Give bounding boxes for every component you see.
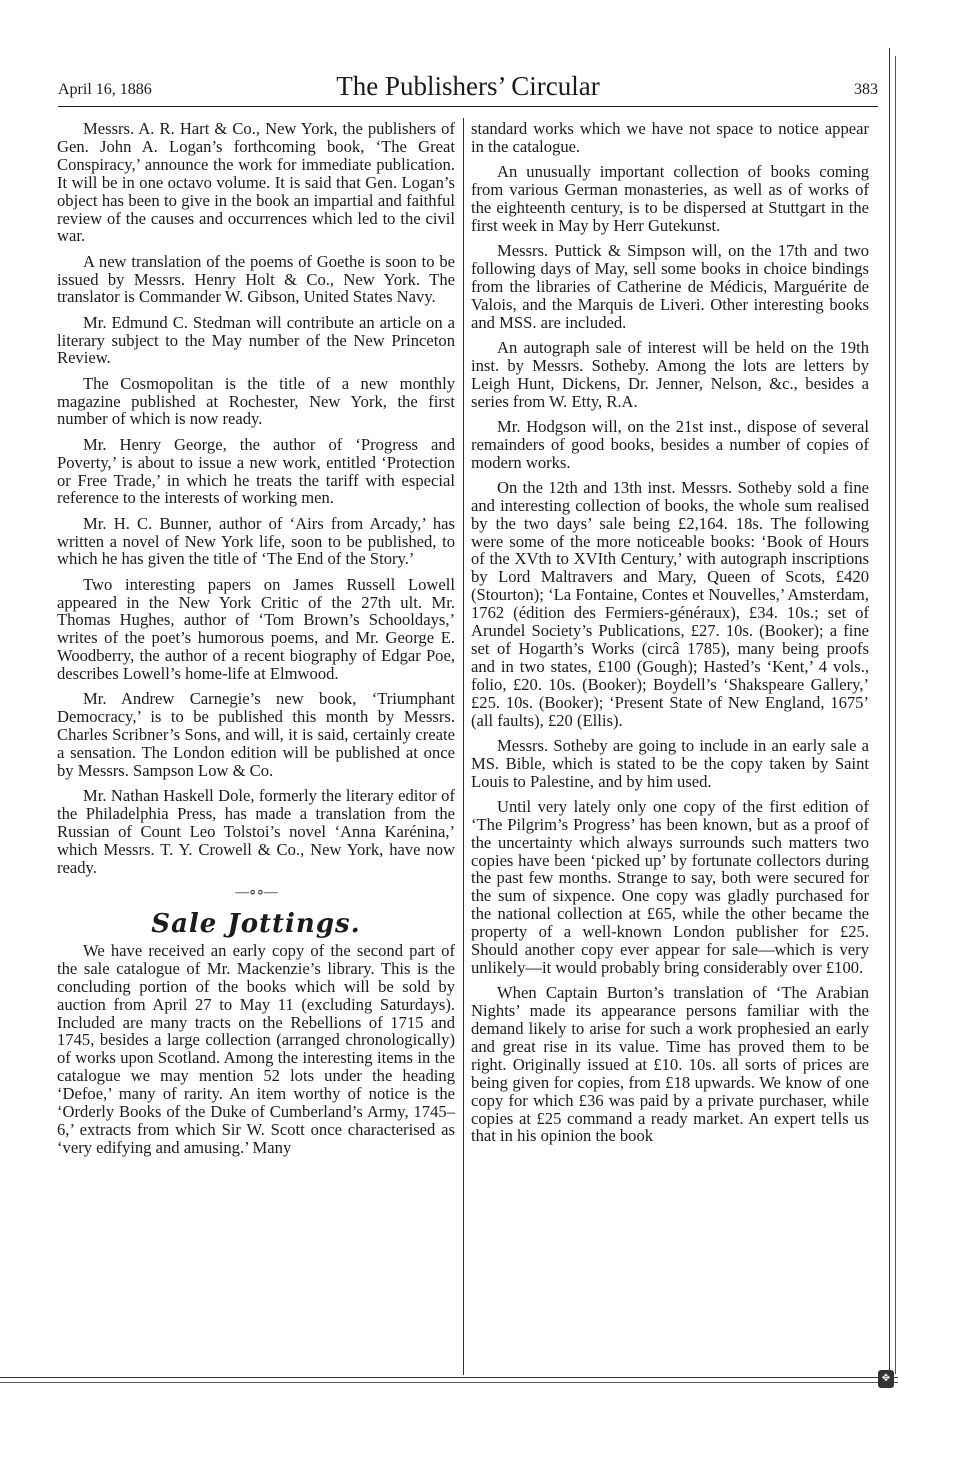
footer-rule	[0, 1377, 898, 1378]
article-paragraph: Mr. Andrew Carnegie’s new book, ‘Triumphant Democracy,’ is to be published this month by Messrs. Charles Scribner’s Sons, and will, it is said, certainly create a sensation. The London edition will be published at once by Messrs. Sampson Low & Co.	[57, 689, 455, 780]
article-paragraph: Two interesting papers on James Russell Lowell appeared in the New York Critic of the 27th ult. Mr. Thomas Hughes, author of ‘Tom Brown’s Schooldays,’ writes of the poet’s humorous poems, and Mr. George E. Woodberry, the author of a recent biography of Edgar Poe, describes Lowell’s home-life at Elmwood.	[57, 574, 455, 684]
section-heading: Sale Jottings.	[151, 908, 361, 939]
publication-title: The Publishers’ Circular	[336, 71, 600, 101]
article-paragraph: Mr. Edmund C. Stedman will contribute an article on a literary subject to the May number of the New Princeton Review.	[57, 312, 455, 368]
left-column	[57, 120, 455, 1157]
footer-rule-inner	[0, 1382, 898, 1383]
section-divider-ornament: —∘∘—	[235, 885, 277, 901]
article-paragraph: We have received an early copy of the second part of the sale catalogue of Mr. Mackenzie’s library. This is the concluding portion of the books which will be sold by auction from April 27 to May 11 (excluding Saturdays). Included are many tracts on the Rebellions of 1715 and 1745, besides a large collection (arranged chronologically) of works upon Scotland. Among the interesting items in the catalogue we may mention 52 lots under the heading ‘Defoe,’ many of rarity. An item worthy of notice is the ‘Orderly Books of the Duke of Cumberland’s Army, 1745–6,’ extracts from which Sir W. Scott once characterised as ‘very edifying and amusing.’ Many	[57, 940, 455, 1157]
page-number: 383	[854, 81, 878, 98]
page-header	[58, 68, 878, 102]
header-rule	[58, 106, 878, 107]
article-paragraph: Until very lately only one copy of the first edition of ‘The Pilgrim’s Progress’ has been known, but as a proof of the uncertainty which always surrounds such matters two copies have been ‘picked up’ by fortunate collectors during the past few months. Strange to say, both were secured for the sum of sixpence. One copy was gladly purchased for the national collection at £65, while the other became the property of a well-known London publisher for £25. Should another copy ever appear for sale—which is very unlikely—it would probably bring considerably over £100.	[471, 796, 869, 977]
article-paragraph: standard works which we have not space to notice appear in the catalogue.	[471, 119, 869, 156]
article-paragraph: Mr. Nathan Haskell Dole, formerly the literary editor of the Philadelphia Press, has made a translation from the Russian of Count Leo Tolstoi’s novel ‘Anna Karénina,’ which Messrs. T. Y. Crowell & Co., New York, have now ready.	[57, 786, 455, 877]
article-paragraph: When Captain Burton’s translation of ‘The Arabian Nights’ made its appearance persons familiar with the demand likely to arise for such a work prophesied an early and great rise in its value. Time has proved them to be right. Originally issued at £10. 10s. all sorts of prices are being given for copies, from £18 upwards. We know of one copy for which £36 was paid by a private purchaser, while copies at £25 command a ready market. An expert tells us that in his opinion the book	[471, 983, 869, 1146]
article-paragraph: Mr. Henry George, the author of ‘Progress and Poverty,’ is about to issue a new work, entitled ‘Protection or Free Trade,’ in which he treats the tariff with especial reference to the interests of working men.	[57, 434, 455, 508]
article-paragraph: A new translation of the poems of Goethe is soon to be issued by Messrs. Henry Holt & Co., New York. The translator is Commander W. Gibson, United States Navy.	[57, 251, 455, 307]
article-paragraph: An unusually important collection of books coming from various German monasteries, as well as of works of the eighteenth century, is to be dispersed at Stuttgart in the first week in May by Herr Gutekunst.	[471, 162, 869, 235]
footer-rules	[0, 1377, 898, 1383]
article-paragraph: Messrs. Puttick & Simpson will, on the 17th and two following days of May, sell some books in choice bindings from the libraries of Catherine de Médicis, Marguérite de Valois, and the Marquis de Liveri. Other interesting books and MSS. are included.	[471, 241, 869, 332]
article-paragraph: Mr. H. C. Bunner, author of ‘Airs from Arcady,’ has written a novel of New York life, soon to be published, to which he has given the title of ‘The End of the Story.’	[57, 513, 455, 569]
article-paragraph: Messrs. Sotheby are going to include in an early sale a MS. Bible, which is stated to be the copy taken by Saint Louis to Palestine, and by him used.	[471, 735, 869, 791]
article-paragraph: An autograph sale of interest will be held on the 19th inst. by Messrs. Sotheby. Among the lots are letters by Leigh Hunt, Dickens, Dr. Jenner, Nelson, &c., besides a series from W. Etty, R.A.	[471, 337, 869, 411]
article-paragraph: The Cosmopolitan is the title of a new monthly magazine published at Rochester, New York, the first number of which is now ready.	[57, 373, 455, 429]
right-border-rule	[889, 48, 890, 1374]
article-paragraph: On the 12th and 13th inst. Messrs. Sotheby sold a fine and interesting collection of books, the whole sum realised by the two days’ sale being £2,164. 18s. The following were some of the more noticeable books: ‘Book of Hours of the XVth to XVIth Century,’ with autograph inscriptions by Lord Maltravers and Mary, Queen of Scots, £420 (Stourton); ‘La Fontaine, Contes et Nouvelles,’ Amsterdam, 1762 (édition des Fermiers-généraux), £34. 10s.; set of Arundel Society’s Publications, £27. 10s. (Booker); a fine set of Hogarth’s Works (circâ 1785), many being proofs and in two states, £100 (Gough); Hasted’s ‘Kent,’ 4 vols., folio, £20. 10s. (Booker); Boydell’s ‘Shakspeare Gallery,’ £25. 10s. (Booker); ‘Present State of New England, 1675’ (all faults), £20 (Ellis).	[471, 477, 869, 730]
right-column	[471, 120, 869, 1145]
article-paragraph: Mr. Hodgson will, on the 21st inst., dispose of several remainders of good books, besides a number of copies of modern works.	[471, 416, 869, 472]
issue-date: April 16, 1886	[58, 81, 152, 98]
right-border-rule-inner	[895, 56, 896, 1374]
corner-ornament-icon: ✥	[878, 1370, 894, 1388]
column-divider	[463, 118, 464, 1375]
article-paragraph: Messrs. A. R. Hart & Co., New York, the publishers of Gen. John A. Logan’s forthcoming book, ‘The Great Conspiracy,’ announce the work for immediate publication. It will be in one octavo volume. It is said that Gen. Logan’s object has been to give in the book an impartial and faithful review of the causes and occurrences which led to the civil war.	[57, 119, 455, 246]
